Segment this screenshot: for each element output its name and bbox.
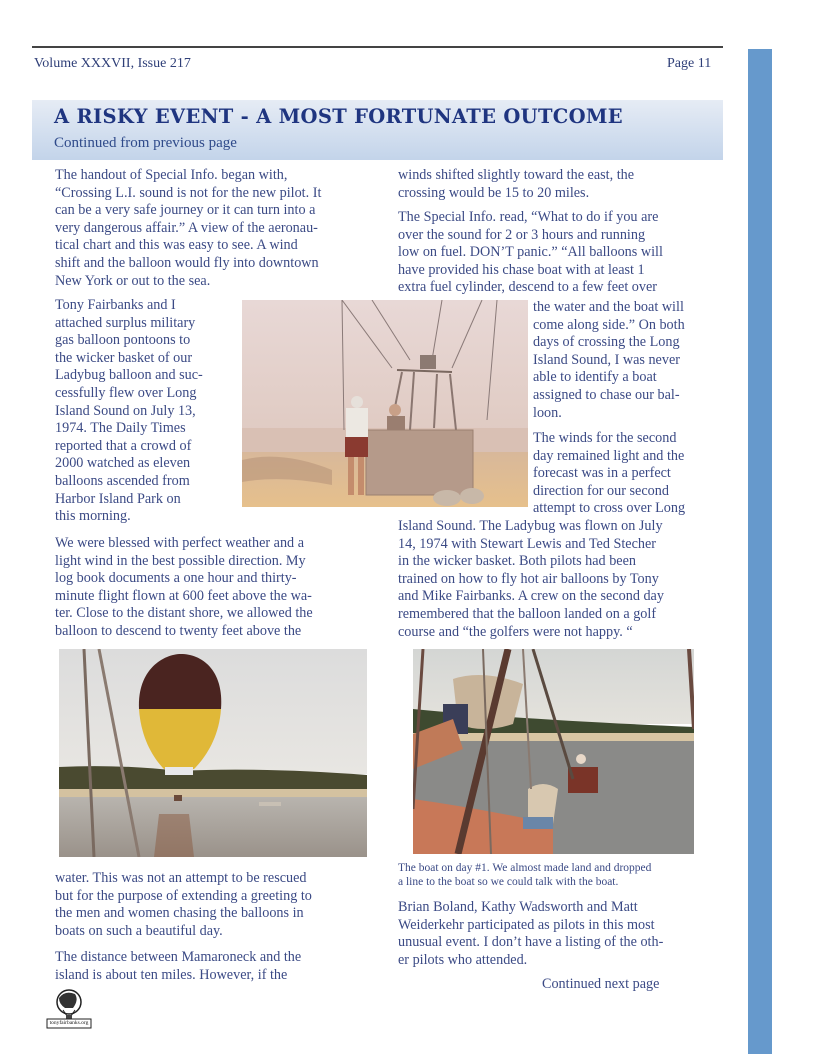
text-line: Weiderkehr participated as pilots in this most xyxy=(398,916,655,933)
text-line: unusual event. I don’t have a listing of the oth- xyxy=(398,934,664,951)
side-accent-bar xyxy=(748,49,772,1054)
text-line: 1974. The Daily Times xyxy=(55,420,186,437)
text-line: in the wicker basket. Both pilots had been xyxy=(398,553,636,570)
photo-balloon-over-water xyxy=(59,649,367,857)
text-line: over the sound for 2 or 3 hours and running xyxy=(398,226,646,243)
right-paragraph-3 xyxy=(533,430,728,518)
text-line: minute flight flown at 600 feet above the wa- xyxy=(55,587,312,604)
text-line: The distance between Mamaroneck and the xyxy=(55,949,302,965)
balloon-photo-image xyxy=(59,649,367,857)
logo-text: tonyfairbanks.org xyxy=(49,1020,89,1026)
left-paragraph-2 xyxy=(55,297,240,526)
text-line: shift and the balloon would fly into downtown xyxy=(55,254,319,271)
continued-next-page-text: Continued next page xyxy=(542,976,660,992)
text-line: The handout of Special Info. began with, xyxy=(55,167,288,183)
right-paragraph-1 xyxy=(398,167,728,202)
right-paragraph-2 xyxy=(398,209,728,297)
basket-photo-image xyxy=(242,300,528,507)
text-line: gas balloon pontoons to xyxy=(55,332,191,349)
left-paragraph-1 xyxy=(55,167,375,290)
text-line: and Mike Fairbanks. A crew on the second day xyxy=(398,588,664,605)
text-line: “Crossing L.I. sound is not for the new pilot. It xyxy=(55,184,322,201)
text-line: water. This was not an attempt to be rescued xyxy=(55,870,307,886)
text-line: direction for our second xyxy=(533,482,669,499)
text-line: winds shifted slightly toward the east, the xyxy=(398,167,635,183)
boat-photo-image xyxy=(413,649,694,854)
page-number: Page 11 xyxy=(667,56,712,71)
photo-basket-on-beach xyxy=(242,300,528,507)
text-line: attached surplus military xyxy=(55,314,196,331)
text-line: log book documents a one hour and thirty- xyxy=(55,570,297,587)
text-line: have provided his chase boat with at least 1 xyxy=(398,261,645,278)
text-line: crossing would be 15 to 20 miles. xyxy=(398,184,590,201)
right-paragraph-4 xyxy=(398,899,728,969)
text-line: The Special Info. read, “What to do if you are xyxy=(398,209,659,225)
text-line: course and “the golfers were not happy. “ xyxy=(398,623,633,640)
text-line: Tony Fairbanks and I xyxy=(55,297,176,313)
text-line: a line to the boat so we could talk with the boat. xyxy=(398,876,619,888)
right-paragraph-2-wrap xyxy=(533,299,728,422)
text-line: er pilots who attended. xyxy=(398,951,528,968)
text-line: cessfully flew over Long xyxy=(55,384,197,401)
volume-issue: Volume XXXVII, Issue 217 xyxy=(34,56,191,71)
header-rule xyxy=(32,46,723,48)
text-line: attempt to cross over Long xyxy=(533,500,686,517)
text-line: ter. Close to the distant shore, we allowed the xyxy=(55,605,313,622)
text-line: Island Sound. The Ladybug was flown on July xyxy=(398,518,663,534)
text-line: extra fuel cylinder, descend to a few feet over xyxy=(398,279,658,296)
tonyfairbanks-logo xyxy=(45,988,93,1030)
text-line: boats on such a beautiful day. xyxy=(55,922,223,939)
text-line: We were blessed with perfect weather and a xyxy=(55,535,304,551)
text-line: reported that a crowd of xyxy=(55,437,192,454)
article-title: A RISKY EVENT - A MOST FORTUNATE OUTCOME xyxy=(54,105,623,128)
text-line: 14, 1974 with Stewart Lewis and Ted Stecher xyxy=(398,535,657,552)
text-line: remembered that the balloon landed on a golf xyxy=(398,605,657,622)
text-line: day remained light and the xyxy=(533,447,685,464)
text-line: island is about ten miles. However, if the xyxy=(55,966,288,983)
text-line: New York or out to the sea. xyxy=(55,272,211,289)
text-line: The boat on day #1. We almost made land and dropped xyxy=(398,862,652,874)
text-line: balloons ascended from xyxy=(55,472,190,489)
text-line: trained on how to fly hot air balloons by Tony xyxy=(398,570,659,587)
text-line: 2000 watched as eleven xyxy=(55,455,191,472)
text-line: the wicker basket of our xyxy=(55,349,193,366)
right-paragraph-3-wrap xyxy=(398,518,728,641)
text-line: able to identify a boat xyxy=(533,369,657,386)
text-line: light wind in the best possible direction. My xyxy=(55,552,306,569)
text-line: Island Sound, I was never xyxy=(533,351,680,368)
text-line: this morning. xyxy=(55,508,131,525)
text-line: balloon to descend to twenty feet above the xyxy=(55,622,302,639)
article-subtitle: Continued from previous page xyxy=(54,135,237,151)
continued-next-page xyxy=(542,976,659,994)
left-paragraph-5 xyxy=(55,949,375,984)
text-line: low on fuel. DON’T panic.” “All balloons will xyxy=(398,244,663,261)
text-line: assigned to chase our bal- xyxy=(533,386,680,403)
text-line: but for the purpose of extending a greeting to xyxy=(55,887,312,904)
text-line: the men and women chasing the balloons in xyxy=(55,905,304,922)
text-line: come along side.” On both xyxy=(533,316,685,333)
text-line: tical chart and this was easy to see. A wind xyxy=(55,237,298,254)
text-line: Brian Boland, Kathy Wadsworth and Matt xyxy=(398,899,638,915)
title-band xyxy=(32,100,723,160)
text-line: forecast was in a perfect xyxy=(533,465,671,482)
text-line: days of crossing the Long xyxy=(533,334,680,351)
left-paragraph-3 xyxy=(55,535,375,641)
text-line: the water and the boat will xyxy=(533,299,684,315)
text-line: loon. xyxy=(533,404,562,421)
text-line: Ladybug balloon and suc- xyxy=(55,367,203,384)
photo-boat-day-1 xyxy=(413,649,694,854)
photo-caption xyxy=(398,861,728,889)
text-line: very dangerous affair.” A view of the aeronau- xyxy=(55,219,318,236)
text-line: Island Sound on July 13, xyxy=(55,402,196,419)
text-line: Harbor Island Park on xyxy=(55,490,181,507)
text-line: The winds for the second xyxy=(533,430,677,446)
left-paragraph-4 xyxy=(55,870,375,940)
text-line: can be a very safe journey or it can turn into a xyxy=(55,202,316,219)
